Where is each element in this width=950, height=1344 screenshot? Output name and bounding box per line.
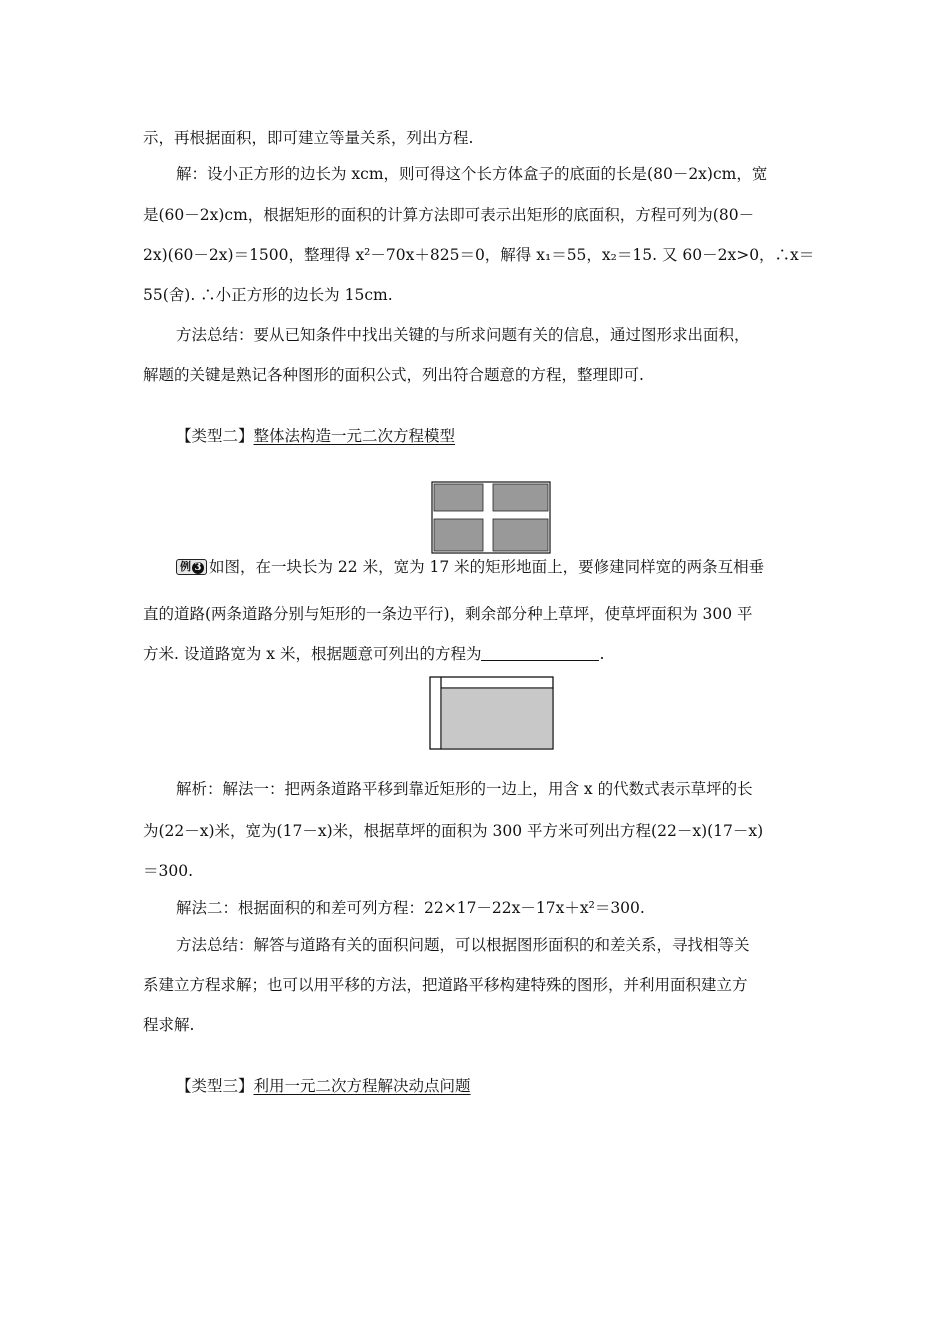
lawn-top-left (434, 484, 483, 511)
section-heading-type3 (176, 1076, 471, 1096)
cross-roads-figure (431, 481, 551, 554)
method-summary-line: 方法总结：解答与道路有关的面积问题，可以根据图形面积的和差关系，寻找相等关 (176, 936, 750, 954)
solution-line: 55(舍). ∴小正方形的边长为 15cm. (143, 286, 393, 304)
method-summary-line: 解题的关键是熟记各种图形的面积公式，列出符合题意的方程，整理即可. (143, 366, 644, 384)
lawn-region (442, 689, 553, 749)
section-title: 整体法构造一元二次方程模型 (253, 427, 456, 445)
method-summary-line: 程求解. (143, 1016, 195, 1034)
analysis-line: ＝300. (143, 862, 194, 880)
lawn-bottom-right (493, 519, 548, 551)
analysis-line: 解析：解法一：把两条道路平移到靠近矩形的一边上，用含 x 的代数式表示草坪的长 (176, 780, 753, 798)
solution-line: 2x)(60－2x)＝1500，整理得 x²－70x＋825＝0，解得 x₁＝55，x₂＝15. 又 60－2x>0，∴x＝ (143, 246, 815, 264)
analysis-line: 为(22－x)米，宽为(17－x)米，根据草坪的面积为 300 平方米可列出方程(22－x)(17－x) (143, 822, 764, 840)
example-badge: 例 3 (176, 559, 207, 575)
method-summary-line: 方法总结：要从已知条件中找出关键的与所求问题有关的信息，通过图形求出面积， (176, 326, 750, 344)
section-heading-type2 (176, 426, 455, 446)
section-title: 利用一元二次方程解决动点问题 (253, 1077, 471, 1095)
answer-blank (481, 646, 599, 661)
example-3-line: 直的道路(两条道路分别与矩形的一条边平行)，剩余部分种上草坪，使草坪面积为 300 平 (143, 605, 753, 623)
example-3-line: 方米. 设道路宽为 x 米，根据题意可列出的方程为 . (143, 645, 605, 663)
solution-line: 是(60－2x)cm，根据矩形的面积的计算方法即可表示出矩形的底面积，方程可列为(80－ (143, 206, 755, 224)
translated-roads-figure (429, 676, 555, 751)
paragraph-text: 示，再根据面积，即可建立等量关系，列出方程. (143, 129, 474, 147)
section-bracket-label: 【类型三】 (176, 1077, 254, 1095)
analysis-line: 解法二：根据面积的和差可列方程：22×17－22x－17x＋x²＝300. (176, 899, 645, 917)
example-3-line: 例 3 如图，在一块长为 22 米，宽为 17 米的矩形地面上，要修建同样宽的两条互相垂 (176, 557, 843, 577)
method-summary-line: 系建立方程求解；也可以用平移的方法，把道路平移构建特殊的图形，并利用面积建立方 (143, 976, 748, 994)
lawn-bottom-left (434, 519, 483, 551)
section-bracket-label: 【类型二】 (176, 427, 254, 445)
lawn-top-right (493, 484, 548, 511)
solution-line: 解：设小正方形的边长为 xcm，则可得这个长方体盒子的底面的长是(80－2x)cm，宽 (176, 165, 768, 183)
